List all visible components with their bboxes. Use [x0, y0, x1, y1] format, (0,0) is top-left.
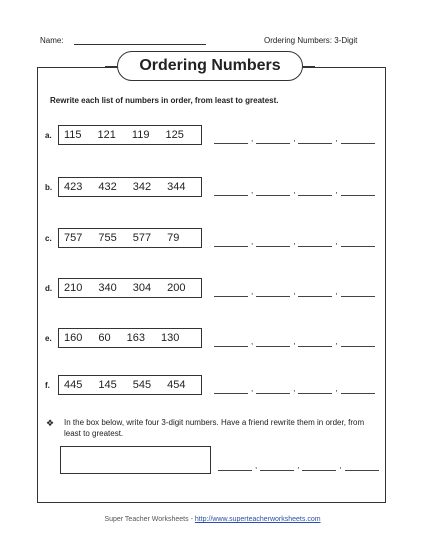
comma: , — [293, 237, 296, 246]
comma: , — [335, 237, 338, 246]
title-divider-right — [303, 66, 315, 67]
answer-blank[interactable] — [214, 133, 248, 144]
answer-blanks — [214, 133, 375, 144]
number-box — [58, 177, 202, 197]
worksheet-title: Ordering Numbers: 3-Digit — [264, 36, 358, 45]
problem-letter: a. — [45, 131, 52, 140]
number: 163 — [126, 332, 145, 344]
number: 344 — [167, 181, 186, 193]
number-box — [58, 375, 202, 395]
answer-blank[interactable] — [302, 460, 336, 471]
footer-separator: - — [190, 516, 193, 523]
answer-blank[interactable] — [218, 460, 252, 471]
number: 200 — [167, 282, 186, 294]
answer-blank[interactable] — [256, 185, 290, 196]
problem-row — [0, 125, 425, 145]
problem-row — [0, 278, 425, 298]
comma: , — [251, 237, 254, 246]
number: 432 — [98, 181, 117, 193]
comma: , — [251, 287, 254, 296]
title-divider-left — [105, 66, 117, 67]
answer-blanks — [214, 336, 375, 347]
answer-blank[interactable] — [341, 286, 375, 297]
comma: , — [251, 337, 254, 346]
number: 145 — [98, 379, 117, 391]
page-title: Ordering Numbers — [117, 51, 303, 81]
name-label: Name: — [40, 36, 64, 45]
footer-link[interactable]: http://www.superteacherworksheets.com — [194, 516, 321, 523]
number: 160 — [64, 332, 83, 344]
answer-blank[interactable] — [214, 383, 248, 394]
bonus-instructions: In the box below, write four 3-digit numbers. Have a friend rewrite them in order, from least to greatest. — [64, 418, 365, 438]
answer-blank[interactable] — [298, 286, 332, 297]
answer-blank[interactable] — [341, 185, 375, 196]
answer-blank[interactable] — [256, 236, 290, 247]
answer-blank[interactable] — [341, 336, 375, 347]
bonus-number-box[interactable] — [60, 446, 211, 474]
problem-row — [0, 328, 425, 348]
answer-blank[interactable] — [341, 383, 375, 394]
number: 60 — [98, 332, 111, 344]
comma: , — [335, 186, 338, 195]
comma: , — [335, 287, 338, 296]
number: 423 — [64, 181, 83, 193]
number: 757 — [64, 232, 83, 244]
number: 121 — [97, 129, 116, 141]
bonus-answer-blanks: , , , — [218, 460, 379, 471]
answer-blank[interactable] — [341, 133, 375, 144]
answer-blank[interactable] — [298, 185, 332, 196]
answer-blank[interactable] — [260, 460, 294, 471]
number-box — [58, 228, 202, 248]
comma: , — [293, 384, 296, 393]
answer-blanks — [214, 286, 375, 297]
answer-blank[interactable] — [298, 383, 332, 394]
number: 577 — [132, 232, 152, 244]
number: 304 — [132, 282, 152, 294]
number: 445 — [64, 379, 83, 391]
problem-letter: c. — [45, 234, 52, 243]
answer-blank[interactable] — [256, 133, 290, 144]
answer-blank[interactable] — [256, 383, 290, 394]
footer — [0, 516, 425, 523]
answer-blank[interactable] — [298, 133, 332, 144]
footer-brand: Super Teacher Worksheets — [104, 516, 189, 523]
comma: , — [293, 287, 296, 296]
answer-blanks — [214, 383, 375, 394]
answer-blank[interactable] — [256, 336, 290, 347]
answer-blank[interactable] — [256, 286, 290, 297]
answer-blank[interactable] — [298, 236, 332, 247]
answer-blank[interactable] — [298, 336, 332, 347]
number: 342 — [132, 181, 152, 193]
number: 340 — [98, 282, 117, 294]
comma: , — [335, 337, 338, 346]
answer-blank[interactable] — [341, 236, 375, 247]
number-box — [58, 278, 202, 298]
comma: , — [293, 134, 296, 143]
number: 130 — [160, 332, 180, 344]
answer-blank[interactable] — [214, 185, 248, 196]
number: 119 — [131, 129, 150, 141]
comma: , — [251, 384, 254, 393]
answer-blank[interactable] — [214, 286, 248, 297]
answer-blank[interactable] — [214, 336, 248, 347]
comma: , — [335, 134, 338, 143]
number: 115 — [64, 129, 82, 141]
number: 79 — [167, 232, 180, 244]
problem-letter: d. — [45, 284, 53, 293]
problem-letter: f. — [45, 381, 50, 390]
number-box — [58, 328, 202, 348]
number: 755 — [98, 232, 117, 244]
problem-letter: b. — [45, 183, 53, 192]
name-line[interactable] — [74, 44, 206, 45]
comma: , — [293, 337, 296, 346]
comma: , — [251, 186, 254, 195]
problem-letter: e. — [45, 334, 52, 343]
answer-blanks — [214, 185, 375, 196]
answer-blank[interactable] — [345, 460, 379, 471]
comma: , — [335, 384, 338, 393]
number: 454 — [167, 379, 186, 391]
problem-row — [0, 177, 425, 197]
answer-blanks — [214, 236, 375, 247]
problem-row — [0, 228, 425, 248]
answer-blank[interactable] — [214, 236, 248, 247]
number: 210 — [64, 282, 83, 294]
problem-row — [0, 375, 425, 395]
number: 125 — [165, 129, 184, 141]
comma: , — [293, 186, 296, 195]
number-box — [58, 125, 202, 145]
number: 545 — [132, 379, 152, 391]
instructions: Rewrite each list of numbers in order, from least to greatest. — [50, 96, 279, 105]
diamond-bullet-icon: ❖ — [46, 418, 55, 428]
comma: , — [251, 134, 254, 143]
